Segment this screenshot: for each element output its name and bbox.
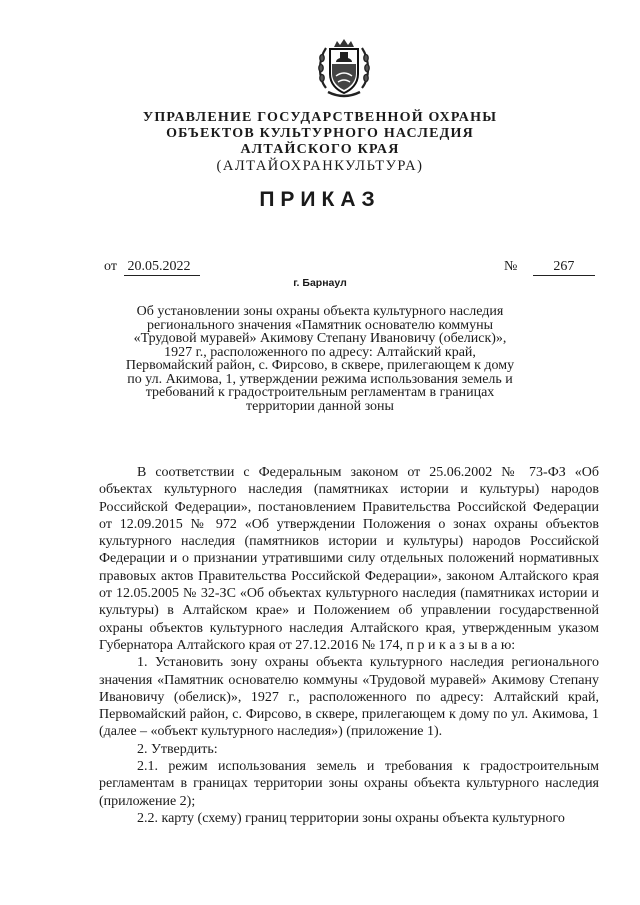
paragraph: 2.1. режим использования земель и требования к градостроительным регламентам в границах территории зоны охраны объекта культурного наследия (приложение 2); bbox=[99, 759, 599, 809]
paragraph: 2.2. карту (схему) границ территории зоны охраны объекта культурного bbox=[137, 810, 565, 826]
number-value: 267 bbox=[533, 259, 595, 276]
date-line bbox=[104, 259, 200, 276]
document-body bbox=[99, 464, 599, 827]
document-subject: Об установлении зоны охраны объекта культурного наследия регионального значения «Памятник основателю коммуны «Трудовой муравей» Акимову Степану Ивановичу (обелиск)», 1927 г., расположенного по адресу: Алтайский край, Первомайский район, с. Фирсово, в сквере, прилегающем к дому по ул. Акимова, 1, утверждении режима использования земель и требований к градостроительным регламентам в границах территории данной зоны bbox=[125, 304, 515, 414]
paragraph: 1. Установить зону охраны объекта культурного наследия регионального значения «Памятник основателю коммуны «Трудовой муравей» Акимову Степану Ивановичу (обелиск)», 1927 г., расположенного по адресу: Алтайский край, Первомайский район, с. Фирсово, в сквере, прилегающем к дому по ул. Акимова, 1 (далее – «объект культурного наследия») (приложение 1). bbox=[99, 655, 599, 740]
date-value: 20.05.2022 bbox=[124, 259, 200, 276]
org-line-3: АЛТАЙСКОГО КРАЯ bbox=[240, 142, 400, 157]
date-label: от bbox=[104, 259, 117, 274]
document-type: ПРИКАЗ bbox=[259, 188, 381, 211]
paragraph: В соответствии с Федеральным законом от 25.06.2002 № 73-ФЗ «Об объектах культурного наследия (памятниках истории и культуры) народов Российской Федерации», постановлением Правительства Российской Федерации от 12.09.2015 № 972 «Об утверждении Положения о зонах охраны объектов культурного наследия (памятников истории и культуры) народов Российской Федерации и о признании утратившими силу отдельных положений нормативных правовых актов Правительства Российской Федерации», законом Алтайского края от 12.05.2005 № 32-ЗС «Об объектах культурного наследия (памятниках истории и культуры) в Алтайском крае» и Положением об управлении государственной охраны объектов культурного наследия Алтайского края, утвержденным указом Губернатора Алтайского края от 27.12.2016 № 174, п р и к а з ы в а ю: bbox=[99, 465, 599, 653]
org-line-1: УПРАВЛЕНИЕ ГОСУДАРСТВЕННОЙ ОХРАНЫ bbox=[142, 110, 498, 125]
number-label: № bbox=[504, 259, 518, 274]
org-abbreviation: (АЛТАЙОХРАНКУЛЬТУРА) bbox=[216, 158, 424, 174]
paragraph: 2. Утвердить: bbox=[137, 741, 218, 757]
altai-coat-of-arms-icon bbox=[316, 38, 372, 100]
city: г. Барнаул bbox=[293, 277, 347, 289]
organization-header bbox=[0, 110, 640, 174]
org-line-2: ОБЪЕКТОВ КУЛЬТУРНОГО НАСЛЕДИЯ bbox=[166, 126, 474, 141]
number-line bbox=[504, 259, 595, 276]
